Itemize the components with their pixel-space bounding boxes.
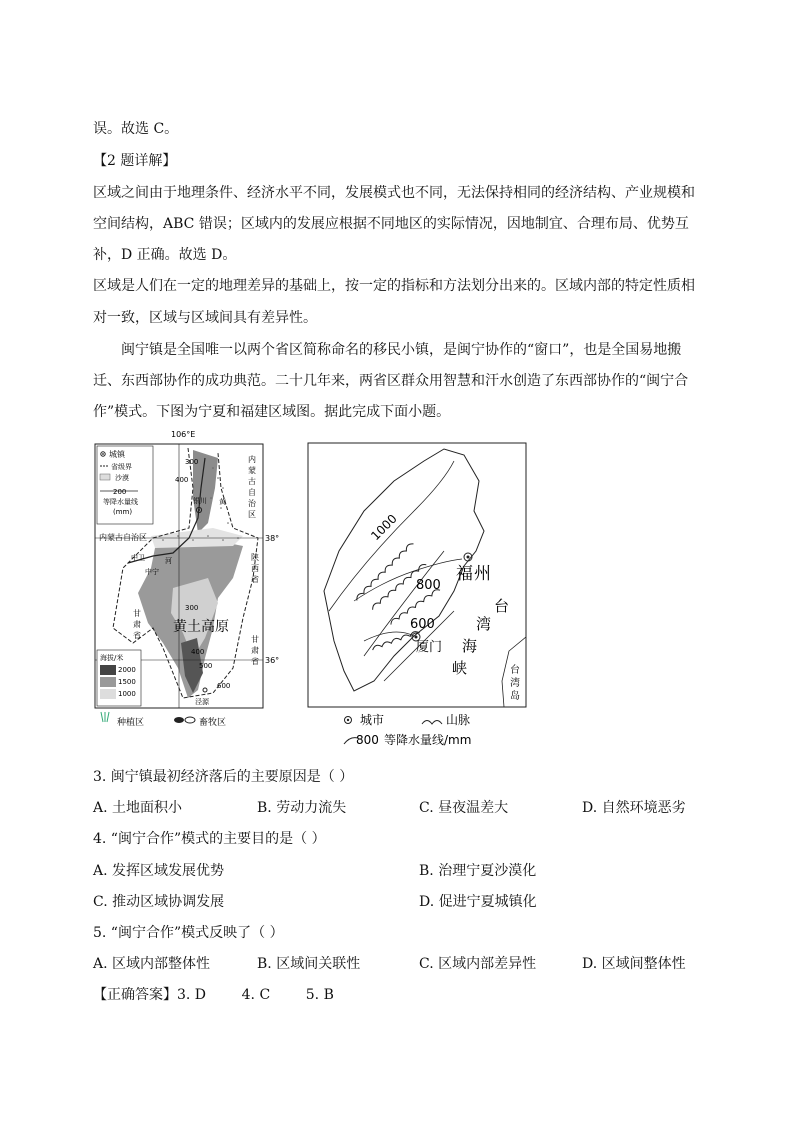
- option-c[interactable]: C. 昼夜温差大: [419, 800, 509, 816]
- lat-label: 38°: [265, 534, 280, 543]
- answer-label: 【正确答案】: [93, 987, 177, 1003]
- island-label: 湾: [510, 678, 520, 689]
- elev-value: 2000: [118, 666, 136, 674]
- legend-iso-num: 800: [356, 733, 379, 747]
- region-label: 内: [248, 455, 256, 464]
- passage-line: 迁、东西部协作的成功典范。二十几年来，两省区群众用智慧和汗水创造了东西部协作的“闽宁合: [93, 373, 689, 389]
- option-d[interactable]: D. 自然环境恶劣: [582, 800, 686, 816]
- legend-border: 省级界: [111, 463, 132, 471]
- legend-mountain: 山脉: [446, 713, 471, 727]
- city-label: 泾源: [195, 698, 209, 706]
- isoline-label: 600: [410, 617, 435, 632]
- passage-line: 作”模式。下图为宁夏和福建区域图。据此完成下面小题。: [93, 404, 451, 420]
- option-c[interactable]: C. 区域内部差异性: [419, 956, 537, 972]
- isoline-label: 400: [191, 648, 205, 656]
- region-label: 区: [248, 510, 256, 519]
- section-header: 【2 题详解】: [93, 153, 177, 169]
- city-label: 厦门: [416, 640, 443, 655]
- answer-values: 3. D 4. C 5. B: [177, 987, 334, 1003]
- question-stem: 3. 闽宁镇最初经济落后的主要原因是（ ）: [93, 769, 354, 785]
- legend-herd: 畜牧区: [199, 718, 227, 728]
- text-line: 空间结构，ABC 错误；区域内的发展应根据不同地区的实际情况，因地制宜、合理布局、优势互: [93, 216, 689, 232]
- region-label: 自: [248, 488, 256, 497]
- legend-city: 城市: [360, 713, 385, 727]
- city-label: 福: [456, 564, 473, 584]
- isoline-label: 800: [416, 578, 441, 593]
- elev-title: 海拔/米: [100, 654, 124, 662]
- fujian-map: [304, 441, 530, 751]
- isoline-label: 300: [185, 458, 199, 466]
- sea-label: 峡: [452, 659, 468, 677]
- isoline-label: 300: [185, 604, 199, 612]
- region-label: 省: [251, 575, 259, 584]
- river-label: 黄: [219, 498, 226, 506]
- option-d[interactable]: D. 促进宁夏城镇化: [419, 894, 537, 910]
- isoline-label: 600: [217, 682, 231, 690]
- region-label: 肃: [251, 646, 259, 655]
- legend-unit: (mm): [113, 508, 133, 516]
- sea-label: 台: [494, 597, 510, 615]
- sea-label: 湾: [476, 615, 492, 633]
- city-label: 银川: [193, 497, 207, 505]
- region-label: 省: [251, 657, 259, 666]
- option-b[interactable]: B. 治理宁夏沙漠化: [419, 863, 537, 879]
- river-label: 河: [165, 557, 172, 565]
- legend-town: 城镇: [109, 450, 125, 459]
- option-a[interactable]: A. 区域内部整体性: [93, 956, 211, 972]
- ningxia-map: [93, 428, 293, 734]
- region-label: 内蒙古自治区: [99, 533, 147, 542]
- option-b[interactable]: B. 区域间关联性: [257, 956, 361, 972]
- option-c[interactable]: C. 推动区域协调发展: [93, 894, 225, 910]
- region-label: 古: [248, 477, 256, 486]
- loess-label: 黄土高原: [173, 619, 229, 635]
- island-label: 台: [510, 665, 520, 676]
- isoline-label: 500: [199, 662, 213, 670]
- text-line: 补，D 正确。故选 D。: [93, 247, 237, 263]
- option-a[interactable]: A. 土地面积小: [93, 800, 183, 816]
- elev-value: 1000: [118, 690, 136, 698]
- isoline-label: 1000: [368, 511, 400, 544]
- question-stem: 5. “闽宁合作”模式反映了（ ）: [93, 925, 284, 941]
- legend-iso-desc: 等降水量线/mm: [384, 733, 472, 747]
- city-label: 中宁: [145, 568, 159, 576]
- text-line: 区域之间由于地理条件、经济水平不同，发展模式也不同，无法保持相同的经济结构、产业规模和: [93, 185, 695, 201]
- legend-isoline-desc: 等降水量线: [103, 498, 138, 506]
- isoline-label: 400: [175, 476, 189, 484]
- legend-isoline: 200: [113, 488, 127, 496]
- option-a[interactable]: A. 发挥区域发展优势: [93, 863, 225, 879]
- region-label: 蒙: [248, 466, 256, 475]
- question-stem: 4. “闽宁合作”模式的主要目的是（ ）: [93, 831, 326, 847]
- elev-value: 1500: [118, 678, 136, 686]
- region-label: 西: [251, 564, 259, 573]
- legend-plant: 种植区: [117, 718, 145, 728]
- city-label: 州: [474, 564, 491, 584]
- text-line: 误。故选 C。: [93, 121, 179, 137]
- region-label: 肃: [133, 620, 141, 629]
- longitude-label: 106°E: [171, 430, 196, 439]
- region-label: 陕: [251, 553, 259, 562]
- lat-label: 36°: [265, 656, 280, 665]
- city-label: 中卫: [131, 554, 145, 562]
- region-label: 省: [133, 631, 141, 640]
- passage-line: 闽宁镇是全国唯一以两个省区简称命名的移民小镇，是闽宁协作的“窗口”，也是全国易地搬: [121, 342, 682, 358]
- text-line: 区域是人们在一定的地理差异的基础上，按一定的指标和方法划分出来的。区域内部的特定性质相: [93, 278, 695, 294]
- sea-label: 海: [462, 637, 478, 655]
- region-label: 甘: [251, 635, 259, 644]
- region-label: 甘: [133, 609, 141, 618]
- island-label: 岛: [510, 691, 520, 702]
- option-b[interactable]: B. 劳动力流失: [257, 800, 347, 816]
- answer-line: [93, 985, 334, 1005]
- region-label: 治: [248, 499, 256, 508]
- legend-desert: 沙漠: [115, 474, 129, 482]
- option-d[interactable]: D. 区域间整体性: [582, 956, 686, 972]
- text-line: 对一致，区域与区域间具有差异性。: [93, 310, 317, 326]
